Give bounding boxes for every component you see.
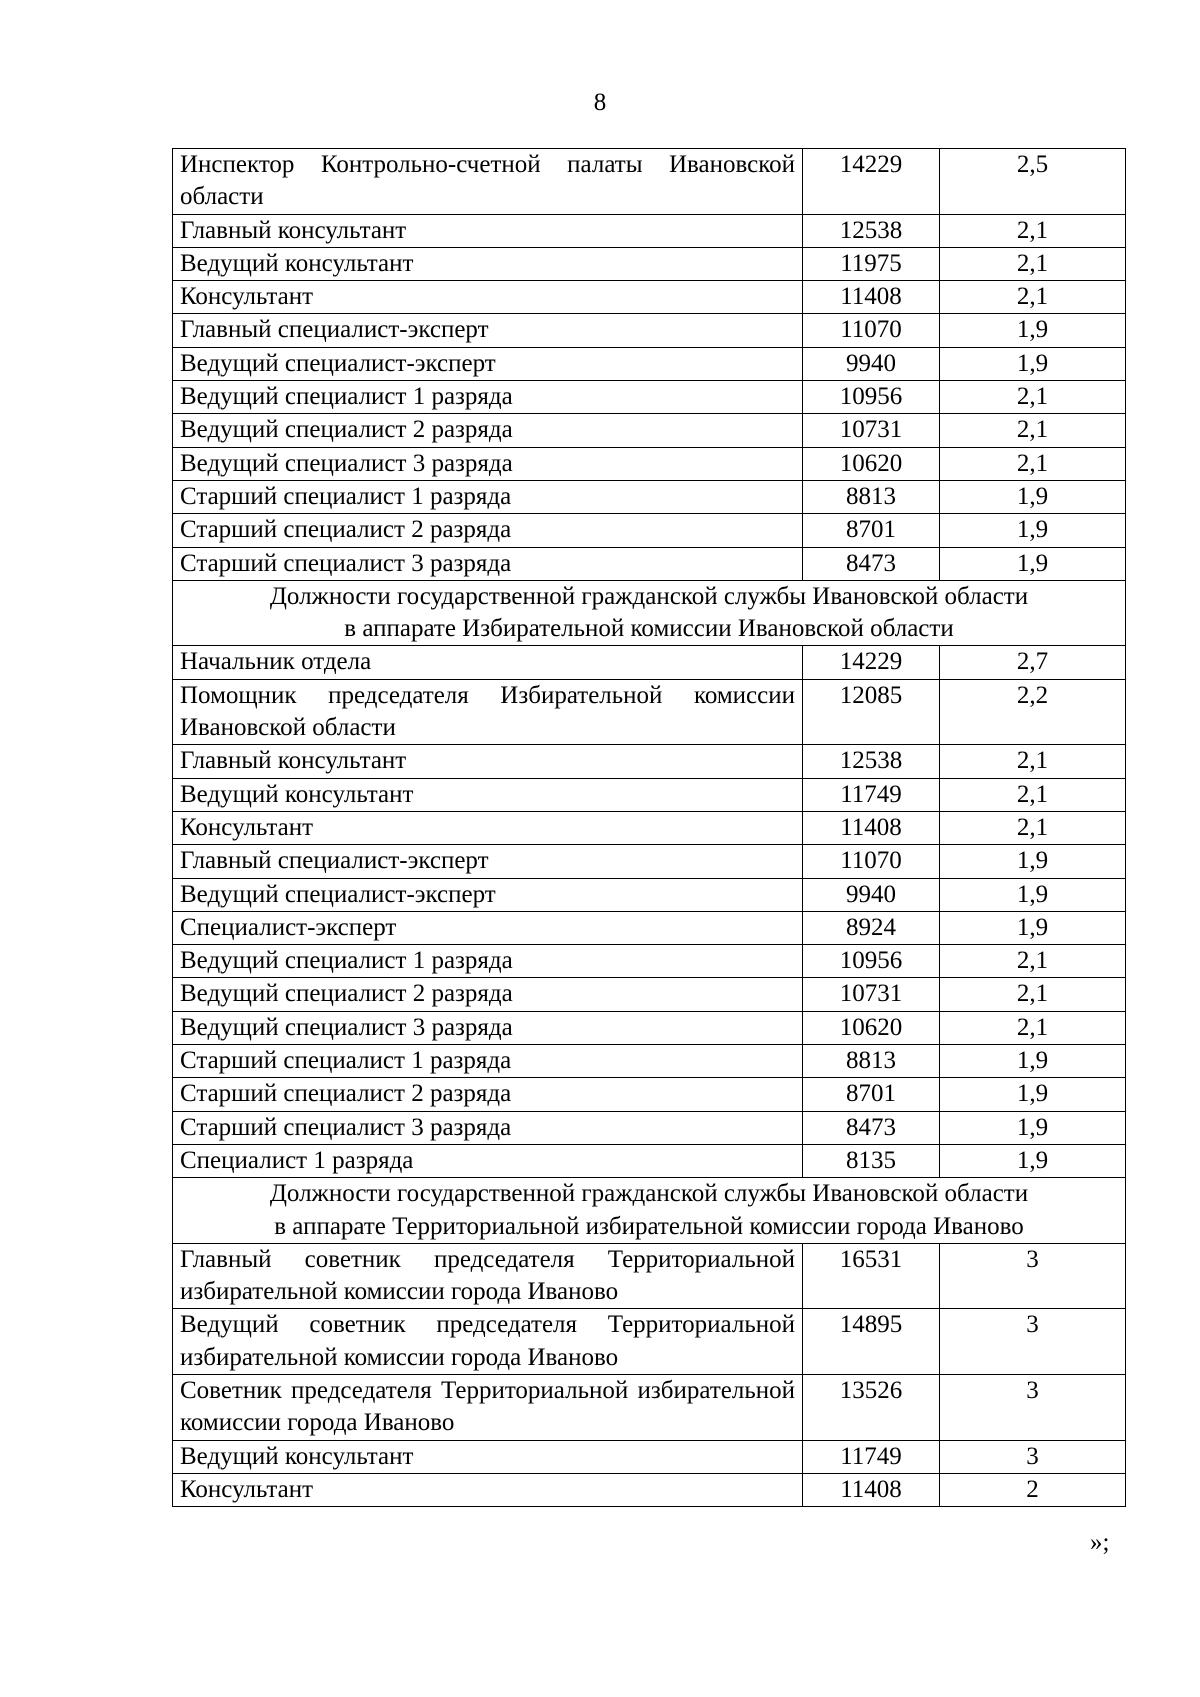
position-cell: Старший специалист 2 разряда (173, 1078, 803, 1111)
position-cell: Главный консультант (173, 214, 803, 247)
table-row (173, 149, 1126, 215)
position-cell: Ведущий специалист-эксперт (173, 878, 803, 911)
salary-cell: 16531 (803, 1243, 940, 1309)
salary-cell: 8813 (803, 1045, 940, 1078)
table-row (173, 1144, 1126, 1177)
position-cell: Консультант (173, 811, 803, 844)
position-cell: Старший специалист 1 разряда (173, 480, 803, 513)
table-row (173, 1374, 1126, 1440)
salary-cell: 10956 (803, 381, 940, 414)
salary-cell: 8813 (803, 480, 940, 513)
position-cell: Ведущий специалист-эксперт (173, 347, 803, 380)
salary-cell: 11070 (803, 845, 940, 878)
position-cell: Ведущий специалист 3 разряда (173, 1011, 803, 1044)
coefficient-cell: 2,1 (940, 745, 1126, 778)
salary-cell: 8701 (803, 1078, 940, 1111)
table-row (173, 447, 1126, 480)
table-row (173, 945, 1126, 978)
table-row (173, 1111, 1126, 1144)
position-cell: Ведущий консультант (173, 1440, 803, 1473)
section-header-row (173, 580, 1126, 646)
coefficient-cell: 1,9 (940, 878, 1126, 911)
section-header-row (173, 1178, 1126, 1244)
table-row (173, 1045, 1126, 1078)
position-cell: Старший специалист 2 разряда (173, 514, 803, 547)
salary-cell: 9940 (803, 347, 940, 380)
position-cell: Помощник председателя Избирательной комиссии Ивановской области (173, 679, 803, 745)
table-row (173, 547, 1126, 580)
coefficient-cell: 2,7 (940, 646, 1126, 679)
position-cell: Ведущий специалист 2 разряда (173, 414, 803, 447)
table-row (173, 1243, 1126, 1309)
coefficient-cell: 2,1 (940, 214, 1126, 247)
position-cell: Главный специалист-эксперт (173, 314, 803, 347)
coefficient-cell: 1,9 (940, 314, 1126, 347)
position-cell: Главный специалист-эксперт (173, 845, 803, 878)
table-row (173, 214, 1126, 247)
salary-cell: 11749 (803, 1440, 940, 1473)
position-cell: Специалист 1 разряда (173, 1144, 803, 1177)
table-row (173, 878, 1126, 911)
salary-cell: 8135 (803, 1144, 940, 1177)
coefficient-cell: 2,1 (940, 778, 1126, 811)
coefficient-cell: 2,1 (940, 247, 1126, 280)
table-row (173, 1440, 1126, 1473)
coefficient-cell: 1,9 (940, 514, 1126, 547)
salary-cell: 10956 (803, 945, 940, 978)
position-cell: Ведущий специалист 1 разряда (173, 945, 803, 978)
salary-cell: 10731 (803, 414, 940, 447)
coefficient-cell: 1,9 (940, 1045, 1126, 1078)
coefficient-cell: 2,1 (940, 811, 1126, 844)
coefficient-cell: 1,9 (940, 1078, 1126, 1111)
position-cell: Консультант (173, 281, 803, 314)
closing-quote-mark: »; (1090, 1529, 1110, 1556)
section-header-line: Должности государственной гражданской службы Ивановской области (269, 582, 1029, 610)
salary-cell: 8473 (803, 547, 940, 580)
position-cell: Ведущий специалист 1 разряда (173, 381, 803, 414)
salary-cell: 11408 (803, 1473, 940, 1506)
table-row (173, 911, 1126, 944)
coefficient-cell: 1,9 (940, 547, 1126, 580)
salary-cell: 14895 (803, 1309, 940, 1375)
table-row (173, 480, 1126, 513)
table-row (173, 1309, 1126, 1375)
coefficient-cell: 2,1 (940, 414, 1126, 447)
position-cell: Главный консультант (173, 745, 803, 778)
salary-cell: 8701 (803, 514, 940, 547)
table-row (173, 778, 1126, 811)
salary-cell: 10731 (803, 978, 940, 1011)
coefficient-cell: 1,9 (940, 347, 1126, 380)
table-row (173, 347, 1126, 380)
salary-cell: 12538 (803, 214, 940, 247)
coefficient-cell: 2 (940, 1473, 1126, 1506)
salary-cell: 10620 (803, 447, 940, 480)
table-row (173, 811, 1126, 844)
coefficient-cell: 1,9 (940, 1144, 1126, 1177)
section-header (173, 580, 1126, 646)
table-row (173, 514, 1126, 547)
salary-cell: 13526 (803, 1374, 940, 1440)
salary-cell: 11070 (803, 314, 940, 347)
position-cell: Ведущий консультант (173, 778, 803, 811)
position-cell: Специалист-эксперт (173, 911, 803, 944)
position-cell: Старший специалист 1 разряда (173, 1045, 803, 1078)
section-header-line: в аппарате Территориальной избирательной комиссии города Иваново (274, 1212, 1024, 1240)
salary-cell: 11408 (803, 281, 940, 314)
table-row (173, 679, 1126, 745)
position-cell: Ведущий советник председателя Территориальной избирательной комиссии города Иваново (173, 1309, 803, 1375)
coefficient-cell: 1,9 (940, 845, 1126, 878)
salary-cell: 11749 (803, 778, 940, 811)
salary-cell: 11408 (803, 811, 940, 844)
coefficient-cell: 1,9 (940, 911, 1126, 944)
section-header-line: Должности государственной гражданской службы Ивановской области (269, 1180, 1029, 1208)
position-cell: Ведущий специалист 2 разряда (173, 978, 803, 1011)
coefficient-cell: 2,1 (940, 381, 1126, 414)
coefficient-cell: 2,1 (940, 281, 1126, 314)
table-row (173, 646, 1126, 679)
coefficient-cell: 1,9 (940, 480, 1126, 513)
coefficient-cell: 2,5 (940, 149, 1126, 215)
page-number: 8 (593, 89, 607, 116)
salary-cell: 9940 (803, 878, 940, 911)
table-row (173, 1011, 1126, 1044)
position-cell: Старший специалист 3 разряда (173, 547, 803, 580)
table-row (173, 845, 1126, 878)
table-row (173, 414, 1126, 447)
coefficient-cell: 3 (940, 1374, 1126, 1440)
position-cell: Консультант (173, 1473, 803, 1506)
salary-table (172, 148, 1126, 1507)
table-row (173, 281, 1126, 314)
position-cell: Ведущий специалист 3 разряда (173, 447, 803, 480)
position-cell: Советник председателя Территориальной избирательной комиссии города Иваново (173, 1374, 803, 1440)
salary-cell: 14229 (803, 149, 940, 215)
table-row (173, 1078, 1126, 1111)
table-row (173, 1473, 1126, 1506)
coefficient-cell: 2,1 (940, 447, 1126, 480)
coefficient-cell: 2,1 (940, 945, 1126, 978)
salary-cell: 8924 (803, 911, 940, 944)
salary-cell: 8473 (803, 1111, 940, 1144)
section-header-line: в аппарате Избирательной комиссии Ивановской области (344, 615, 954, 643)
coefficient-cell: 2,2 (940, 679, 1126, 745)
coefficient-cell: 3 (940, 1243, 1126, 1309)
salary-cell: 12085 (803, 679, 940, 745)
position-cell: Ведущий консультант (173, 247, 803, 280)
coefficient-cell: 1,9 (940, 1111, 1126, 1144)
coefficient-cell: 2,1 (940, 978, 1126, 1011)
salary-cell: 14229 (803, 646, 940, 679)
coefficient-cell: 3 (940, 1440, 1126, 1473)
coefficient-cell: 2,1 (940, 1011, 1126, 1044)
table-row (173, 381, 1126, 414)
position-cell: Старший специалист 3 разряда (173, 1111, 803, 1144)
coefficient-cell: 3 (940, 1309, 1126, 1375)
salary-cell: 10620 (803, 1011, 940, 1044)
salary-cell: 12538 (803, 745, 940, 778)
position-cell: Главный советник председателя Территориальной избирательной комиссии города Иваново (173, 1243, 803, 1309)
table-row (173, 314, 1126, 347)
table-row (173, 745, 1126, 778)
section-header (173, 1178, 1126, 1244)
salary-cell: 11975 (803, 247, 940, 280)
position-cell: Инспектор Контрольно-счетной палаты Ивановской области (173, 149, 803, 215)
table-row (173, 978, 1126, 1011)
position-cell: Начальник отдела (173, 646, 803, 679)
table-row (173, 247, 1126, 280)
table-body (173, 149, 1126, 1507)
